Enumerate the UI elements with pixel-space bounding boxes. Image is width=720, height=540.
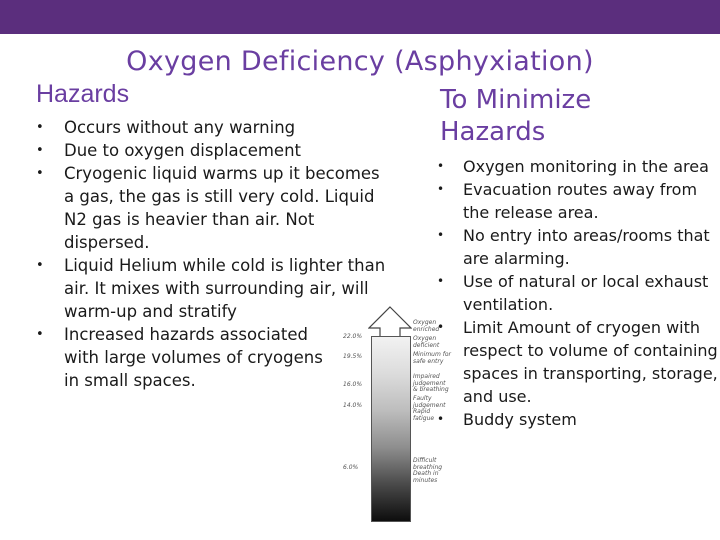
list-item-text: Cryogenic liquid warms up it becomes a gas, the gas is still very cold. Liquid N2 gas is heavier than air. Not dispersed. <box>64 164 380 252</box>
level-value: 19.5% <box>343 353 363 360</box>
list-item <box>36 116 394 139</box>
list-item <box>437 178 718 224</box>
bullet: • <box>36 166 44 181</box>
bullet: • <box>36 327 44 342</box>
list-item-text: Evacuation routes away from the release area. <box>463 180 698 222</box>
list-item-text: Due to oxygen displacement <box>64 141 302 160</box>
slide-title: Oxygen Deficiency (Asphyxiation) <box>126 46 594 77</box>
up-arrow-icon <box>368 306 412 338</box>
bullet: • <box>437 412 445 426</box>
level-value: 22.0% <box>343 333 363 340</box>
list-item <box>36 162 394 254</box>
minimize-heading-line1: To Minimize <box>440 85 592 115</box>
bullet: • <box>437 159 445 173</box>
level-label: Faulty judgement Rapid fatigue <box>413 395 446 422</box>
list-item <box>36 323 334 392</box>
list-item-text: Buddy system <box>463 410 577 429</box>
level-label: Impaired judgement & breathing <box>413 373 449 393</box>
oxygen-level-chart <box>340 300 450 520</box>
bullet: • <box>36 258 44 273</box>
bullet: • <box>437 274 445 288</box>
minimize-list <box>437 155 718 431</box>
list-item <box>437 224 718 270</box>
list-item-text: Limit Amount of cryogen with respect to volume of containing spaces in transporting, storage, and use. <box>463 318 718 406</box>
top-bar <box>0 0 720 34</box>
list-item-text: Oxygen monitoring in the area <box>463 157 709 176</box>
list-item-text: Increased hazards associated with large volumes of cryogens in small spaces. <box>64 325 323 390</box>
bullet: • <box>36 143 44 158</box>
level-value: 6.0% <box>343 464 359 471</box>
list-item <box>437 316 718 408</box>
list-item <box>437 155 718 178</box>
level-value: 14.0% <box>343 402 363 409</box>
level-label: Oxygen enriched <box>413 319 440 333</box>
level-label: Oxygen deficient <box>413 335 440 349</box>
minimize-heading <box>440 84 591 148</box>
bullet: • <box>36 120 44 135</box>
list-item-text: No entry into areas/rooms that are alarming. <box>463 226 710 268</box>
hazards-heading: Hazards <box>36 80 130 108</box>
list-item <box>437 270 718 316</box>
level-label: Minimum for safe entry <box>413 351 451 365</box>
bullet: • <box>437 182 445 196</box>
list-item-text: Liquid Helium while cold is lighter than air. It mixes with surrounding air, will warm-up and stratify <box>64 256 386 321</box>
oxygen-gradient-column <box>371 336 411 522</box>
level-value: 16.0% <box>343 381 363 388</box>
level-label: Difficult breathing Death in minutes <box>413 457 443 484</box>
list-item-text: Occurs without any warning <box>64 118 296 137</box>
bullet: • <box>437 320 445 334</box>
minimize-heading-line2: Hazards <box>440 117 546 147</box>
bullet: • <box>437 228 445 242</box>
list-item <box>36 139 394 162</box>
list-item-text: Use of natural or local exhaust ventilation. <box>463 272 709 314</box>
list-item <box>437 408 718 431</box>
